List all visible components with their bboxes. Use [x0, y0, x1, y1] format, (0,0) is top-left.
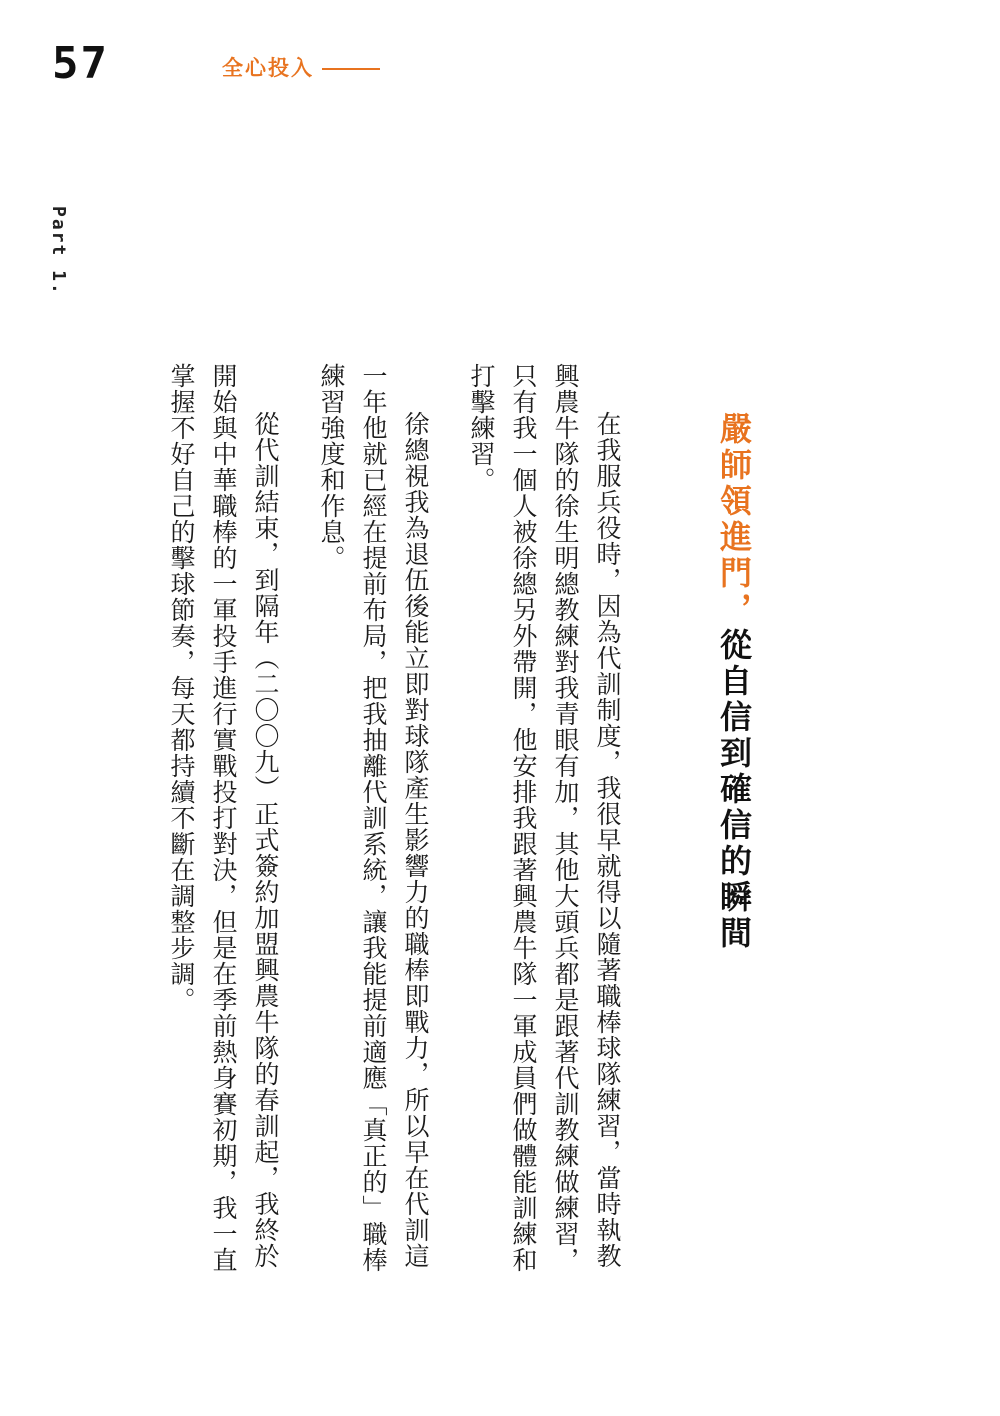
heading-accent: 嚴師領進門，: [715, 412, 753, 628]
page-number: 57: [52, 38, 109, 89]
heading-main: 從自信到確信的瞬間: [715, 628, 753, 952]
section-heading: [714, 412, 753, 952]
body-text: [160, 363, 628, 1293]
paragraph: 在我服兵役時，因為代訓制度，我很早就得以隨著職棒球隊練習，當時執教興農牛隊的徐生明總教練對我青眼有加，其他大頭兵都是跟著代訓教練做練習，只有我一個人被徐總另外帶開，他安排我跟著興農牛隊一軍成員們做體能訓練和打擊練習。: [467, 363, 622, 1273]
paragraph: 從代訓結束，到隔年（二〇〇九）正式簽約加盟興農牛隊的春訓起，我終於開始與中華職棒的一軍投手進行實戰投打對決，但是在季前熱身賽初期，我一直掌握不好自己的擊球節奏，每天都持續不斷在調整步調。: [167, 363, 280, 1273]
paragraph: 徐總視我為退伍後能立即對球隊產生影響力的職棒即戰力，所以早在代訓這一年他就已經在提前布局，把我抽離代訓系統，讓我能提前適應「真正的」職棒練習強度和作息。: [317, 363, 430, 1273]
chapter-header: [222, 58, 380, 79]
chapter-rule: [322, 68, 380, 70]
part-label: Part 1.: [48, 206, 69, 296]
chapter-title: 全心投入: [222, 56, 314, 80]
